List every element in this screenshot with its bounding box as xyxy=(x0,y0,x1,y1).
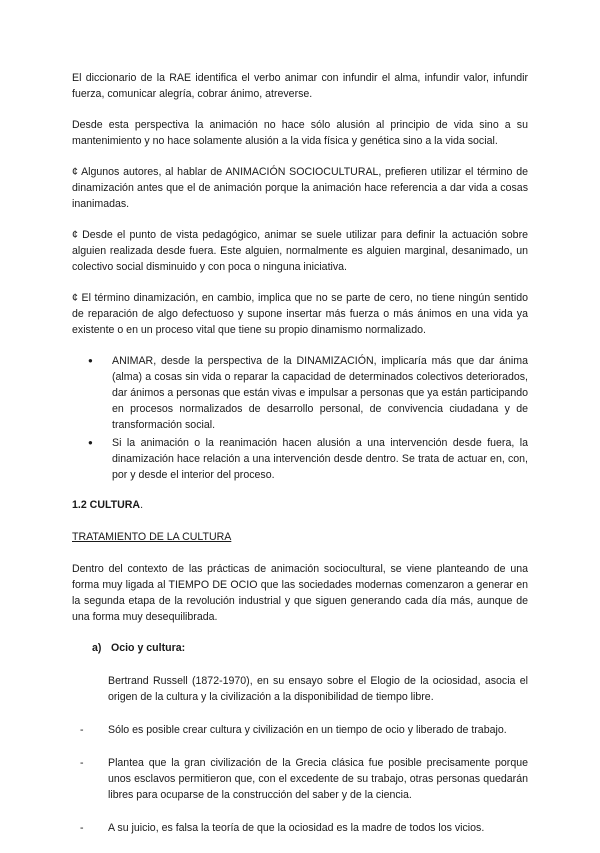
section-heading xyxy=(72,497,528,513)
subsection-heading xyxy=(72,640,528,656)
dash-item-grecia: - Plantea que la gran civilización de la Grecia clásica fue posible precisamente porque unos esclavos permitieron que, con el excedente de su trabajo, otras personas quedarán libres para ocuparse de la construcción del saber y de la ciencia. xyxy=(72,755,528,803)
bullet-item-animar: ● ANIMAR, desde la perspectiva de la DINAMIZACIÓN, implicaría más que dar ánima (alma) a cosas sin vida o reparar la capacidad de determinados colectivos deteriorados, dar ánimos a personas que están vivas e impulsar a personas que ya están participando en procesos normalizados de desarrollo personal, de convivencia ciudadana y de transformación social. xyxy=(72,353,528,433)
section-subheading: TRATAMIENTO DE LA CULTURA xyxy=(72,531,232,543)
subsection-title: Ocio y cultura: xyxy=(110,642,186,654)
dash-item-vicios: - A su juicio, es falsa la teoría de que la ociosidad es la madre de todos los vicios. xyxy=(72,820,528,836)
bullet-list xyxy=(72,353,528,483)
section-heading-text: 1.2 CULTURA xyxy=(72,499,141,511)
paragraph-rae-definition: El diccionario de la RAE identifica el verbo animar con infundir el alma, infundir valor, infundir fuerza, comunicar alegría, cobrar ánimo, atreverse. xyxy=(72,72,528,100)
paragraph-perspective: Desde esta perspectiva la animación no hace sólo alusión al principio de vida sino a su mantenimiento y no hace solamente alusión a la vida física y genética sino a la vida social. xyxy=(72,119,528,147)
dash-list xyxy=(72,722,528,836)
dash-item-ocio: - Sólo es posible crear cultura y civilización en un tiempo de ocio y liberado de trabajo. xyxy=(72,722,528,738)
bullet-item-reanimacion: ● Si la animación o la reanimación hacen alusión a una intervención desde fuera, la dinamización hace relación a una intervención desde dentro. Se trata de actuar en, con, por y desde el interior del proceso. xyxy=(72,435,528,483)
paragraph-authors: ¢ Algunos autores, al hablar de ANIMACIÓN SOCIOCULTURAL, prefieren utilizar el término de dinamización antes que el de animación porque la animación hace referencia a dar vida a cosas inanimadas. xyxy=(72,166,528,210)
paragraph-dinamizacion: ¢ El término dinamización, en cambio, implica que no se parte de cero, no tiene ningún sentido de reparación de algo defectuoso y supone insertar más fuerza o más ánimos en una vida ya existente o en un proceso vital que tiene su propio dinamismo normalizado. xyxy=(72,292,528,336)
subsection-label: a) xyxy=(92,642,102,654)
paragraph-russell: Bertrand Russell (1872-1970), en su ensayo sobre el Elogio de la ociosidad, asocia el origen de la cultura y la civilización a la disponibilidad de tiempo libre. xyxy=(108,675,528,703)
paragraph-intro: Dentro del contexto de las prácticas de animación sociocultural, se viene planteando de una forma muy ligada al TIEMPO DE OCIO que las sociedades modernas comenzaron a generar en la segunda etapa de la revolución industrial y que siguen generando cada día más, aunque de una forma muy desequilibrada. xyxy=(72,563,528,623)
paragraph-pedagogic: ¢ Desde el punto de vista pedagógico, animar se suele utilizar para definir la actuación sobre alguien realizada desde fuera. Este alguien, normalmente es alguien marginal, desanimado, un colectivo social disminuido y con poca o ninguna iniciativa. xyxy=(72,229,528,273)
document-body xyxy=(72,70,528,853)
section-heading-period: . xyxy=(140,499,144,511)
